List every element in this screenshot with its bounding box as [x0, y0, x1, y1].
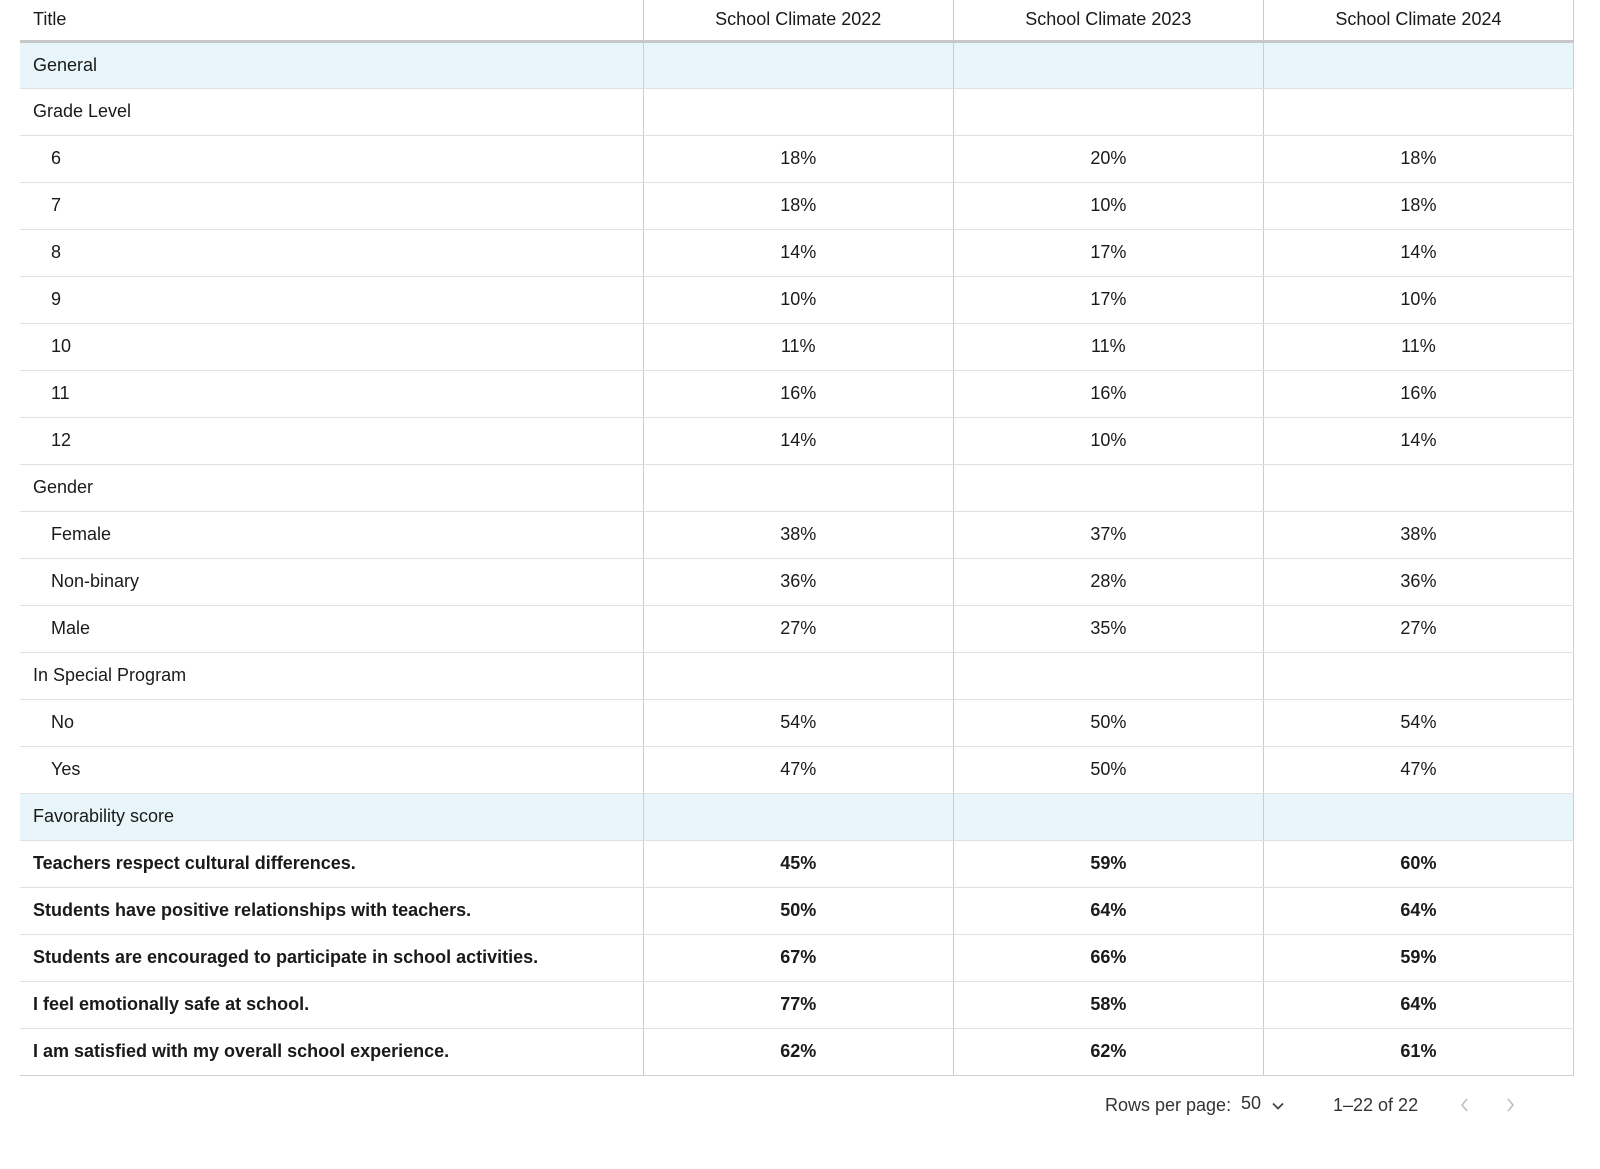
row-value-2024 — [1263, 464, 1573, 511]
row-value-2024: 16% — [1263, 370, 1573, 417]
row-value-2022 — [643, 41, 953, 88]
pagination-range: 1–22 of 22 — [1333, 1095, 1419, 1115]
row-value-2024: 38% — [1263, 511, 1573, 558]
row-value-2024 — [1263, 41, 1573, 88]
table-category-row[interactable] — [20, 793, 1574, 840]
row-value-2023: 64% — [953, 887, 1263, 934]
row-value-2024: 54% — [1263, 699, 1573, 746]
table-row[interactable] — [20, 417, 1574, 464]
table-row[interactable] — [20, 934, 1574, 981]
row-value-2023: 28% — [953, 558, 1263, 605]
row-value-2022: 62% — [643, 1028, 953, 1075]
row-value-2022 — [643, 88, 953, 135]
row-value-2023 — [953, 41, 1263, 88]
row-title: Students have positive relationships with teachers. — [20, 887, 643, 934]
table-row[interactable] — [20, 605, 1574, 652]
row-title: I am satisfied with my overall school experience. — [20, 1028, 643, 1075]
row-value-2024: 10% — [1263, 276, 1573, 323]
row-title: Grade Level — [20, 88, 643, 135]
row-value-2024: 59% — [1263, 934, 1573, 981]
row-value-2023 — [953, 88, 1263, 135]
row-title: Male — [20, 605, 643, 652]
table-header-row — [20, 0, 1574, 41]
table-row[interactable] — [20, 182, 1574, 229]
row-value-2023: 10% — [953, 182, 1263, 229]
row-value-2023 — [953, 464, 1263, 511]
table-row[interactable] — [20, 370, 1574, 417]
row-value-2023: 35% — [953, 605, 1263, 652]
table-category-row[interactable] — [20, 41, 1574, 88]
data-table-container — [20, 0, 1574, 1076]
row-title: Favorability score — [20, 793, 643, 840]
table-group-row[interactable] — [20, 652, 1574, 699]
row-value-2023: 11% — [953, 323, 1263, 370]
row-value-2023: 16% — [953, 370, 1263, 417]
table-row[interactable] — [20, 276, 1574, 323]
row-value-2023: 20% — [953, 135, 1263, 182]
row-value-2022: 14% — [643, 229, 953, 276]
table-row[interactable] — [20, 1028, 1574, 1075]
row-title: Students are encouraged to participate in school activities. — [20, 934, 643, 981]
row-title: 11 — [20, 370, 643, 417]
row-value-2022: 18% — [643, 182, 953, 229]
row-value-2022: 16% — [643, 370, 953, 417]
row-value-2022 — [643, 464, 953, 511]
rows-per-page-value: 50 — [1241, 1093, 1262, 1113]
row-value-2022: 47% — [643, 746, 953, 793]
row-value-2022: 14% — [643, 417, 953, 464]
pagination-bar — [0, 1085, 1600, 1125]
row-value-2022: 36% — [643, 558, 953, 605]
row-value-2024: 64% — [1263, 887, 1573, 934]
row-value-2022: 11% — [643, 323, 953, 370]
table-row[interactable] — [20, 511, 1574, 558]
row-value-2022: 67% — [643, 934, 953, 981]
row-value-2024 — [1263, 793, 1573, 840]
next-page-button[interactable] — [1500, 1095, 1520, 1115]
table-row[interactable] — [20, 229, 1574, 276]
row-title: Non-binary — [20, 558, 643, 605]
rows-per-page-select[interactable] — [1241, 1093, 1285, 1114]
row-title: 10 — [20, 323, 643, 370]
table-row[interactable] — [20, 981, 1574, 1028]
table-row[interactable] — [20, 699, 1574, 746]
row-value-2023: 10% — [953, 417, 1263, 464]
row-title: General — [20, 41, 643, 88]
row-value-2022: 27% — [643, 605, 953, 652]
row-value-2024: 27% — [1263, 605, 1573, 652]
row-title: 9 — [20, 276, 643, 323]
row-value-2022: 38% — [643, 511, 953, 558]
table-row[interactable] — [20, 887, 1574, 934]
row-value-2023: 59% — [953, 840, 1263, 887]
row-value-2023: 17% — [953, 229, 1263, 276]
row-value-2024: 11% — [1263, 323, 1573, 370]
row-value-2023: 17% — [953, 276, 1263, 323]
row-title: No — [20, 699, 643, 746]
row-value-2024: 47% — [1263, 746, 1573, 793]
row-value-2023: 62% — [953, 1028, 1263, 1075]
chevron-right-icon — [1500, 1095, 1520, 1115]
row-title: Yes — [20, 746, 643, 793]
row-title: I feel emotionally safe at school. — [20, 981, 643, 1028]
row-value-2022 — [643, 652, 953, 699]
row-value-2024 — [1263, 652, 1573, 699]
row-value-2022: 50% — [643, 887, 953, 934]
row-value-2024: 18% — [1263, 135, 1573, 182]
row-value-2024: 14% — [1263, 229, 1573, 276]
table-row[interactable] — [20, 746, 1574, 793]
row-title: Female — [20, 511, 643, 558]
row-value-2024: 14% — [1263, 417, 1573, 464]
row-value-2024: 64% — [1263, 981, 1573, 1028]
row-value-2023: 50% — [953, 746, 1263, 793]
column-header-2023[interactable]: School Climate 2023 — [953, 0, 1263, 41]
row-value-2022 — [643, 793, 953, 840]
row-title: 6 — [20, 135, 643, 182]
column-header-2024[interactable]: School Climate 2024 — [1263, 0, 1573, 41]
row-value-2023: 58% — [953, 981, 1263, 1028]
row-title: 12 — [20, 417, 643, 464]
column-header-2022[interactable]: School Climate 2022 — [643, 0, 953, 41]
row-title: Gender — [20, 464, 643, 511]
row-value-2024: 18% — [1263, 182, 1573, 229]
row-value-2023: 50% — [953, 699, 1263, 746]
row-value-2024: 61% — [1263, 1028, 1573, 1075]
table-group-row[interactable] — [20, 464, 1574, 511]
row-value-2024 — [1263, 88, 1573, 135]
table-group-row[interactable] — [20, 88, 1574, 135]
table-row[interactable] — [20, 135, 1574, 182]
row-value-2023: 37% — [953, 511, 1263, 558]
row-value-2022: 18% — [643, 135, 953, 182]
row-value-2023 — [953, 652, 1263, 699]
row-value-2024: 36% — [1263, 558, 1573, 605]
row-value-2022: 54% — [643, 699, 953, 746]
row-value-2023: 66% — [953, 934, 1263, 981]
row-value-2022: 10% — [643, 276, 953, 323]
row-value-2022: 45% — [643, 840, 953, 887]
previous-page-button[interactable] — [1455, 1095, 1475, 1115]
row-value-2024: 60% — [1263, 840, 1573, 887]
row-title: 7 — [20, 182, 643, 229]
chevron-down-icon — [1271, 1097, 1285, 1111]
row-title: 8 — [20, 229, 643, 276]
row-value-2022: 77% — [643, 981, 953, 1028]
table-row[interactable] — [20, 558, 1574, 605]
row-title: In Special Program — [20, 652, 643, 699]
table-row[interactable] — [20, 323, 1574, 370]
rows-per-page-label: Rows per page: — [1105, 1095, 1232, 1115]
table-body — [20, 41, 1574, 1075]
column-header-title[interactable]: Title — [20, 0, 643, 41]
chevron-left-icon — [1455, 1095, 1475, 1115]
row-value-2023 — [953, 793, 1263, 840]
table-row[interactable] — [20, 840, 1574, 887]
school-climate-table — [20, 0, 1574, 1076]
row-title: Teachers respect cultural differences. — [20, 840, 643, 887]
